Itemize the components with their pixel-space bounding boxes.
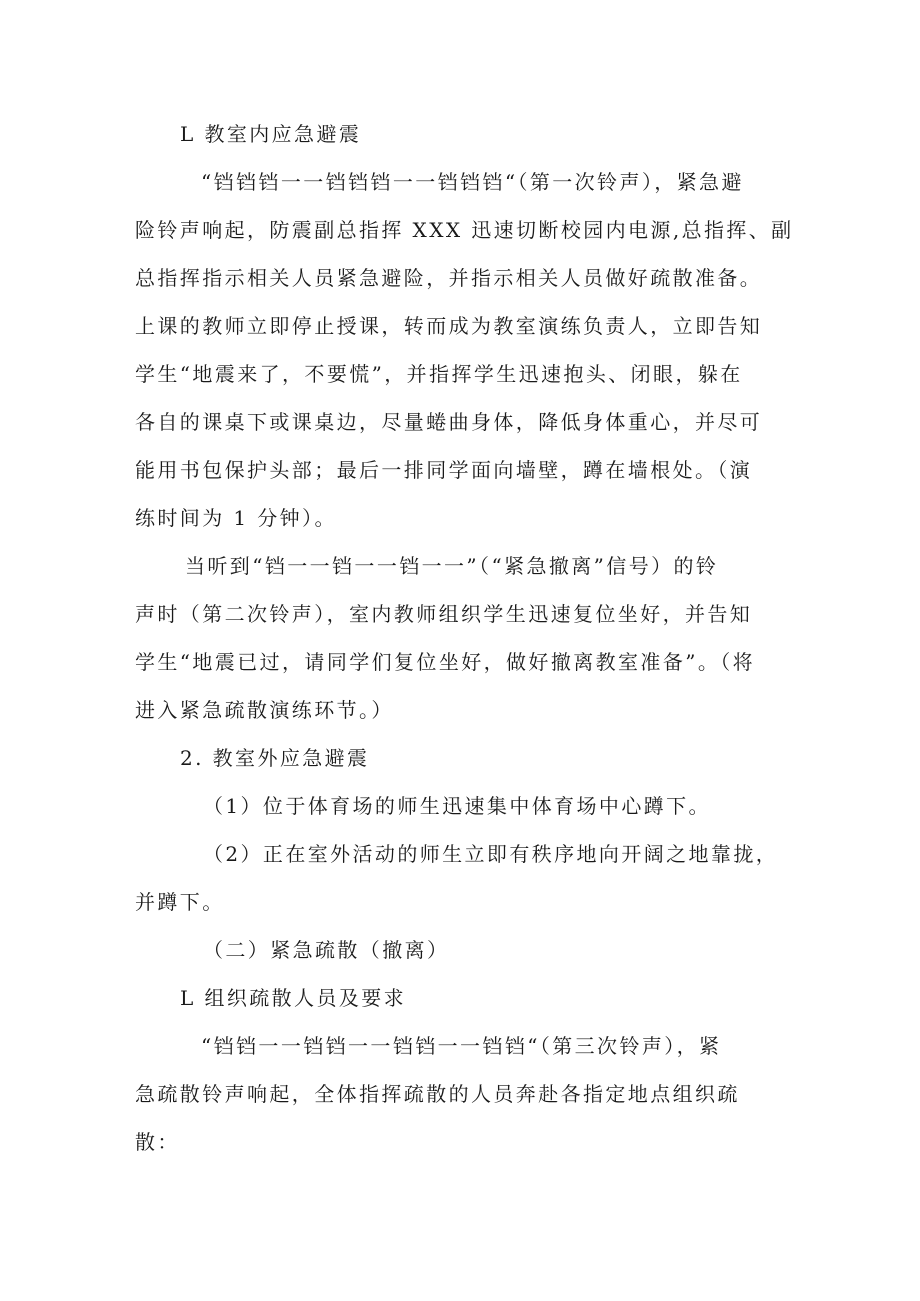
paragraph-line: 练时间为 1 分钟）。: [135, 506, 337, 530]
section-heading-outdoor: 2. 教室外应急避震: [180, 746, 370, 770]
section-heading-evacuation: （二）紧急疏散（撤离）: [203, 938, 450, 962]
section-heading-organize: L 组织疏散人员及要求: [180, 986, 407, 1010]
document-body: [135, 110, 795, 1166]
list-item: （1）位于体育场的师生迅速集中体育场中心蹲下。: [203, 794, 711, 818]
paragraph-line: 上课的教师立即停止授课，转而成为教室演练负责人，立即告知: [135, 314, 763, 338]
paragraph-line: 学生“地震来了，不要慌”，并指挥学生迅速抱头、闭眼，躲在: [135, 362, 743, 386]
list-item: （2）正在室外活动的师生立即有秩序地向开阔之地靠拢，: [203, 842, 779, 866]
paragraph-line: 总指挥指示相关人员紧急避险，并指示相关人员做好疏散准备。: [135, 266, 763, 290]
paragraph-line: “铛铛铛一一铛铛铛一一铛铛铛“（第一次铃声），紧急避: [201, 170, 744, 194]
paragraph-line: 能用书包保护头部；最后一排同学面向墙壁，蹲在墙根处。（演: [135, 458, 753, 482]
paragraph-line: 各自的课桌下或课桌边，尽量蜷曲身体，降低身体重心，并尽可: [135, 410, 763, 434]
paragraph-line: 险铃声响起，防震副总指挥 XXX 迅速切断校园内电源,总指挥、副: [135, 218, 794, 242]
paragraph-line: 急疏散铃声响起，全体指挥疏散的人员奔赴各指定地点组织疏: [135, 1082, 740, 1106]
paragraph-line: 散：: [135, 1130, 180, 1154]
paragraph-line: 声时（第二次铃声），室内教师组织学生迅速复位坐好，并告知: [135, 602, 753, 626]
paragraph-line: 进入紧急疏散演练环节。）: [135, 698, 394, 722]
paragraph-line: 当听到“铛一一铛一一铛一一”（“紧急撤离”信号）的铃: [185, 554, 719, 578]
paragraph-line: 学生“地震已过，请同学们复位坐好，做好撤离教室准备”。（将: [135, 650, 756, 674]
section-heading-indoor: L 教室内应急避震: [180, 122, 362, 146]
paragraph-line: “铛铛一一铛铛一一铛铛一一铛铛“（第三次铃声），紧: [201, 1034, 722, 1058]
paragraph-line: 并蹲下。: [135, 890, 225, 914]
